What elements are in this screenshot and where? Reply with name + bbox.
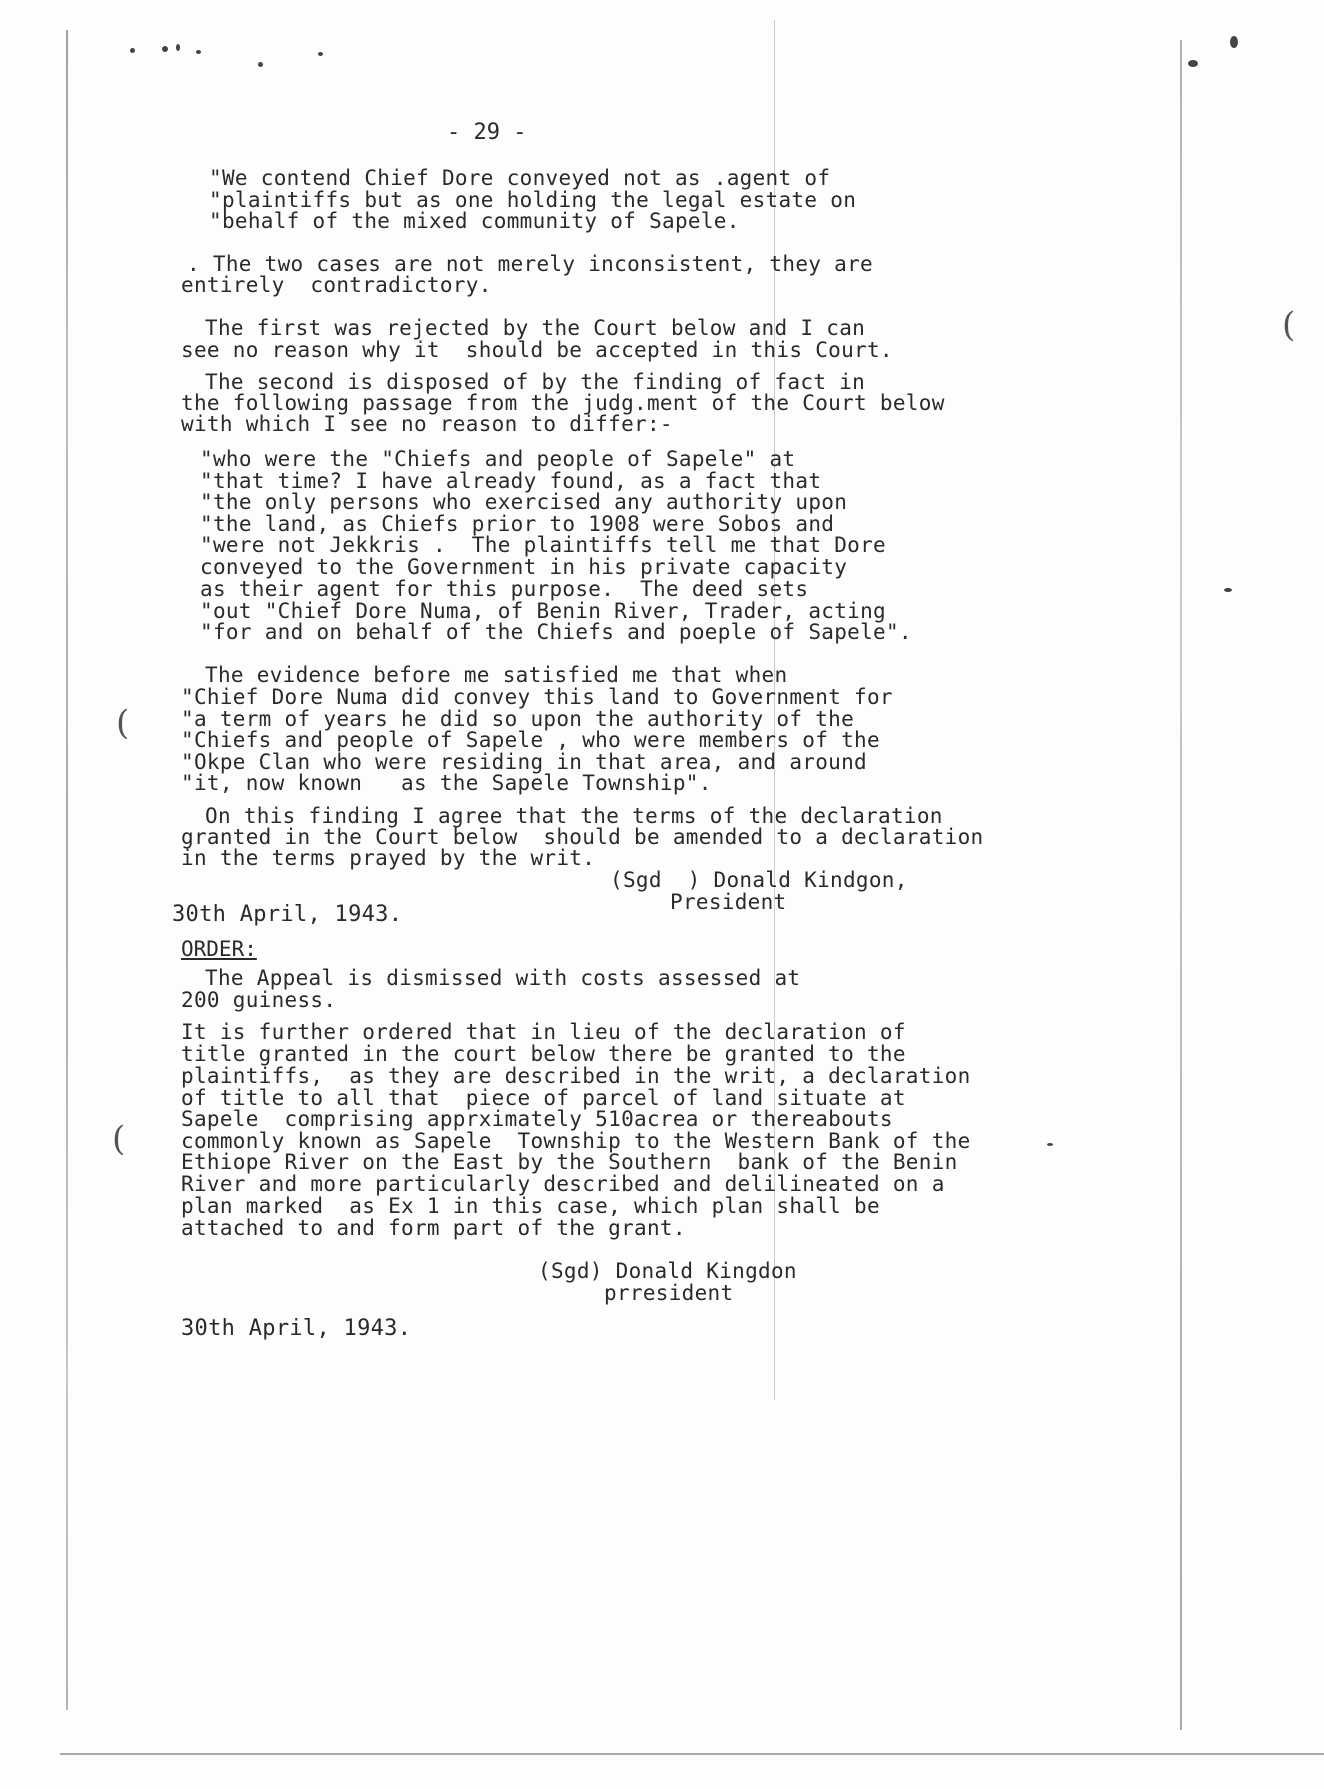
text-line: commonly known as Sapele Township to the Western Bank of the — [181, 1129, 971, 1153]
text-line: as their agent for this purpose. The deed sets — [200, 577, 809, 601]
text-line: title granted in the court below there be granted to the — [181, 1042, 906, 1066]
scan-speck — [318, 52, 323, 56]
text-line: "who were the "Chiefs and people of Sapele" at — [200, 447, 796, 471]
text-line: entirely contradictory. — [181, 273, 492, 297]
text-line: conveyed to the Government in his private capacity — [200, 555, 848, 579]
text-line: "were not Jekkris . The plaintiffs tell me that Dore — [200, 533, 886, 557]
page-number: - 29 - — [447, 120, 527, 145]
text-line: The second is disposed of by the finding of fact in — [205, 370, 866, 394]
text-line: "out "Chief Dore Numa, of Benin River, Trader, acting — [200, 599, 886, 623]
scan-edge-right — [1180, 40, 1182, 1730]
scan-speck — [162, 46, 168, 52]
scan-speck — [258, 62, 263, 67]
text-line: see no reason why it should be accepted in this Court. — [181, 338, 893, 362]
text-line: "that time? I have already found, as a fact that — [200, 469, 822, 493]
scan-speck — [1047, 1143, 1053, 1146]
text-line: plan marked as Ex 1 in this case, which plan shall be — [181, 1194, 880, 1218]
text-line: "Okpe Clan who were residing in that area, and around — [181, 750, 867, 774]
scan-speck — [196, 50, 201, 54]
scan-speck — [130, 48, 135, 53]
order-heading: ORDER: — [181, 937, 257, 961]
signature-title: President — [670, 890, 787, 914]
text-line: "We contend Chief Dore conveyed not as .agent of — [209, 166, 831, 190]
text-line: "plaintiffs but as one holding the legal estate on — [209, 188, 857, 212]
text-line: "the land, as Chiefs prior to 1908 were Sobos and — [200, 512, 835, 536]
signature-name: (Sgd ) Donald Kindgon, — [610, 868, 908, 892]
scan-mark: ( — [112, 1119, 126, 1159]
text-line: . The two cases are not merely inconsistent, they are — [187, 252, 873, 276]
date: 30th April, 1943. — [181, 1316, 412, 1341]
signature-title: prresident — [604, 1281, 734, 1305]
text-line: Sapele comprising apprximately 510acrea or thereabouts — [181, 1107, 893, 1131]
text-line: Ethiope River on the East by the Southern bank of the Benin — [181, 1150, 958, 1174]
text-line: "it, now known as the Sapele Township". — [181, 771, 712, 795]
text-line: attached to and form part of the grant. — [181, 1216, 686, 1240]
text-line: River and more particularly described and delilineated on a — [181, 1172, 945, 1196]
scan-mark: ( — [1282, 305, 1296, 345]
text-line: "behalf of the mixed community of Sapele. — [209, 209, 740, 233]
text-line: The Appeal is dismissed with costs assessed at — [205, 966, 801, 990]
text-line: plaintiffs, as they are described in the writ, a declaration — [181, 1064, 971, 1088]
scan-speck — [1224, 588, 1232, 592]
text-line: "Chiefs and people of Sapele , who were members of the — [181, 728, 880, 752]
text-line: in the terms prayed by the writ. — [181, 846, 596, 870]
date: 30th April, 1943. — [172, 902, 403, 927]
text-line: It is further ordered that in lieu of the declaration of — [181, 1020, 906, 1044]
text-line: granted in the Court below should be amended to a declaration — [181, 825, 984, 849]
scan-speck — [1188, 60, 1198, 67]
text-line: the following passage from the judg.ment of the Court below — [181, 391, 945, 415]
text-line: of title to all that piece of parcel of land situate at — [181, 1086, 906, 1110]
signature-name: (Sgd) Donald Kingdon — [538, 1259, 797, 1283]
text-line: with which I see no reason to differ:- — [181, 412, 673, 436]
text-line: On this finding I agree that the terms of the declaration — [205, 804, 943, 828]
scan-edge-bottom — [60, 1753, 1324, 1755]
scan-speck — [1230, 36, 1238, 48]
text-line: "a term of years he did so upon the authority of the — [181, 707, 855, 731]
text-line: "Chief Dore Numa did convey this land to Government for — [181, 685, 893, 709]
text-line: The evidence before me satisfied me that when — [205, 663, 788, 687]
text-line: "the only persons who exercised any authority upon — [200, 490, 848, 514]
scan-speck — [176, 44, 180, 51]
text-line: The first was rejected by the Court below and I can — [205, 316, 866, 340]
text-line: "for and on behalf of the Chiefs and poeple of Sapele". — [200, 620, 912, 644]
scan-edge-left — [66, 30, 68, 1710]
text-line: 200 guiness. — [181, 988, 337, 1012]
scan-mark: ( — [116, 703, 130, 743]
